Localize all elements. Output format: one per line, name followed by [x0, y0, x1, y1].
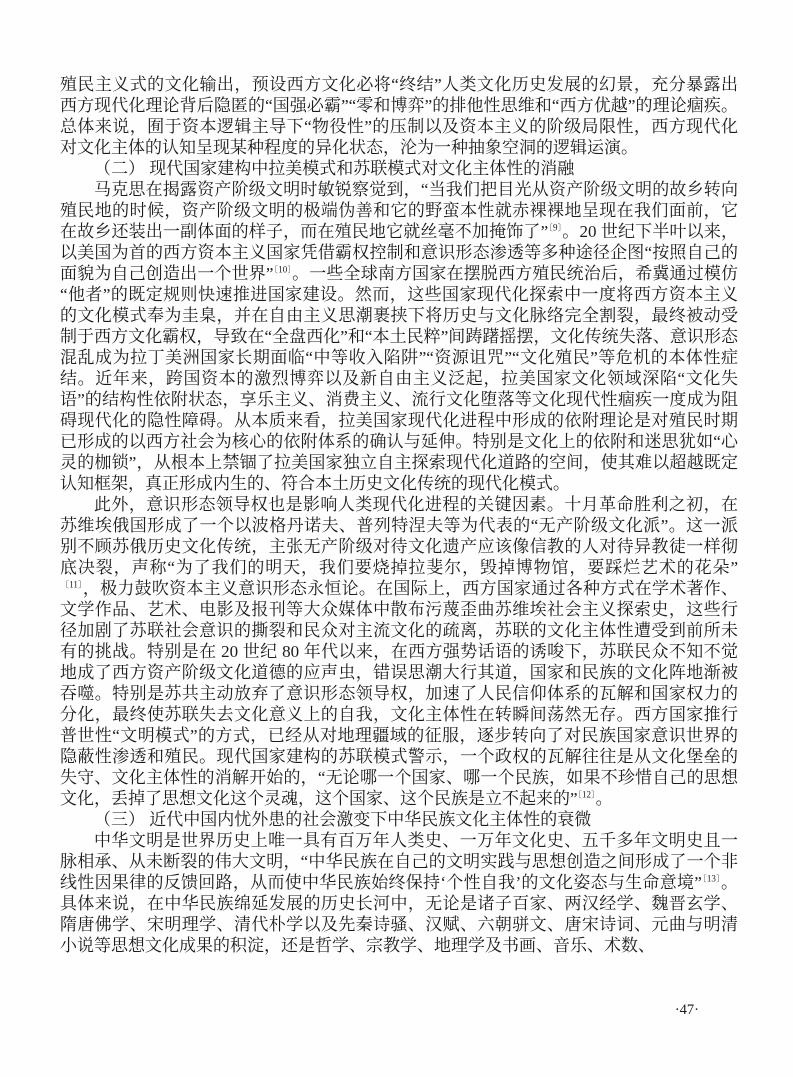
paragraph-latin-america-model: 马克思在揭露资产阶级文明时敏锐察觉到，“当我们把目光从资产阶级文明的故乡转向殖民地的时候，资产阶级文明的极端伪善和它的野蛮本性就赤裸裸地呈现在我们面前，它在故乡还装出一副体面的样子，而在殖民地它就丝毫不加掩饰了”$^{〔9〕}$。20 世纪下半叶以来，以美国为首的西方资本主义国家凭借霸权控制和意识形态渗透等多种途径企图“按照自己的面貌为自己创造出一个世界”$^{〔10〕}$。一些全球南方国家在摆脱西方殖民统治后，希冀通过模仿“他者”的既定规则快速推进国家建设。然而，这些国家现代化探索中一度将西方资本主义的文化模式奉为圭臬，并在自由主义思潮裹挟下将历史与文化脉络完全割裂，最终被动受制于西方文化霸权，导致在“全盘西化”和“本土民粹”间踌躇摇摆，文化传统失落、意识形态混乱成为拉丁美洲国家长期面临“中等收入陷阱”“资源诅咒”“文化殖民”等危机的本体性症结。近年来，跨国资本的激烈博弈以及新自由主义泛起，拉美国家文化领域深陷“文化失语”的结构性依附状态，享乐主义、消费主义、流行文化堕落等文化现代性痼疾一度成为阻碍现代化的隐性障碍。从本质来看，拉美国家现代化进程中形成的依附理论是对殖民时期已形成的以西方社会为核心的依附体系的确认与延伸。特别是文化上的依附和迷思犹如“心灵的枷锁”，从根本上禁锢了拉美国家独立自主探索现代化道路的空间，使其难以超越既定认知框架，真正形成内生的、符合本土历史文化传统的现代化模式。	[60, 180, 739, 493]
article-body	[60, 74, 738, 956]
paragraph-chinese-civilization: 中华文明是世界历史上唯一具有百万年人类史、一万年文化史、五千多年文明史且一脉相承、从未断裂的伟大文明，“中华民族在自己的文明实践与思想创造之间形成了一个非线性因果律的反馈回路，从而使中华民族始终保持‘个性自我’的文化姿态与生命意境”$^{〔13〕}$。具体来说，在中华民族绵延发展的历史长河中，无论是诸子百家、两汉经学、魏晋玄学、隋唐佛学、宋明理学、清代朴学以及先秦诗骚、汉赋、六朝骈文、唐宋诗词、元曲与明清小说等思想文化成果的积淀，还是哲学、宗教学、地理学及书画、音乐、术数、	[60, 831, 738, 955]
paragraph-soviet-model: 此外，意识形态领导权也是影响人类现代化进程的关键因素。十月革命胜利之初，在苏维埃俄国形成了一个以波格丹诺夫、普列特涅夫等为代表的“无产阶级文化派”。这一派别不顾苏俄历史文化传统，主张无产阶级对待文化遗产应该像信教的人对待异教徒一样彻底决裂，声称“为了我们的明天，我们要烧掉拉斐尔，毁掉博物馆，要踩烂艺术的花朵”$^{〔11〕}$，极力鼓吹资本主义意识形态永恒论。在国际上，西方国家通过各种方式在学术著作、文学作品、艺术、电影及报刊等大众媒体中散布污蔑歪曲苏维埃社会主义探索史，这些行径加剧了苏联社会意识的撕裂和民众对主流文化的疏离，苏联的文化主体性遭受到前所未有的挑战。特别是在 20 世纪 80 年代以来，在西方强势话语的诱唆下，苏联民众不知不觉地成了西方资产阶级文化道德的应声虫，错误思潮大行其道，国家和民族的文化阵地渐被吞噬。特别是苏共主动放弃了意识形态领导权，加速了人民信仰体系的瓦解和国家权力的分化，最终使苏联失去文化意义上的自我，文化主体性在转瞬间荡然无存。西方国家推行普世性“文明模式”的方式，已经从对地理疆域的征服，逐步转向了对民族国家意识世界的隐蔽性渗透和殖民。现代国家建构的苏联模式警示，一个政权的瓦解往往是从文化堡垒的失守、文化主体性的消解开始的，“无论哪一个国家、哪一个民族，如果不珍惜自己的思想文化，丢掉了思想文化这个灵魂，这个国家、这个民族是立不起来的”$^{〔12〕}$。	[60, 495, 738, 808]
section-heading-2: （二） 现代国家建构中拉美模式和苏联模式对文化主体性的消融	[94, 159, 575, 178]
paragraph-western-modernization-continuation: 殖民主义式的文化输出，预设西方文化必将“终结”人类文化历史发展的幻景，充分暴露出西方现代化理论背后隐匿的“国强必霸”“零和博弈”的排他性思维和“西方优越”的理论痼疾。总体来说，囿于资本逻辑主导下“物役性”的压制以及资本主义的阶级局限性，西方现代化对文化主体的认知呈现某种程度的异化状态，沦为一种抽象空洞的逻辑运演。	[60, 75, 738, 157]
citation-marker: 〔13〕	[701, 873, 721, 884]
citation-marker: 〔10〕	[273, 264, 293, 275]
citation-marker: 〔9〕	[548, 222, 563, 233]
citation-marker: 〔11〕	[60, 579, 83, 590]
citation-marker: 〔12〕	[577, 789, 596, 800]
section-heading-3: （三） 近代中国内忧外患的社会激变下中华民族文化主体性的衰微	[94, 810, 592, 829]
page-number: ·47·	[674, 1002, 699, 1018]
